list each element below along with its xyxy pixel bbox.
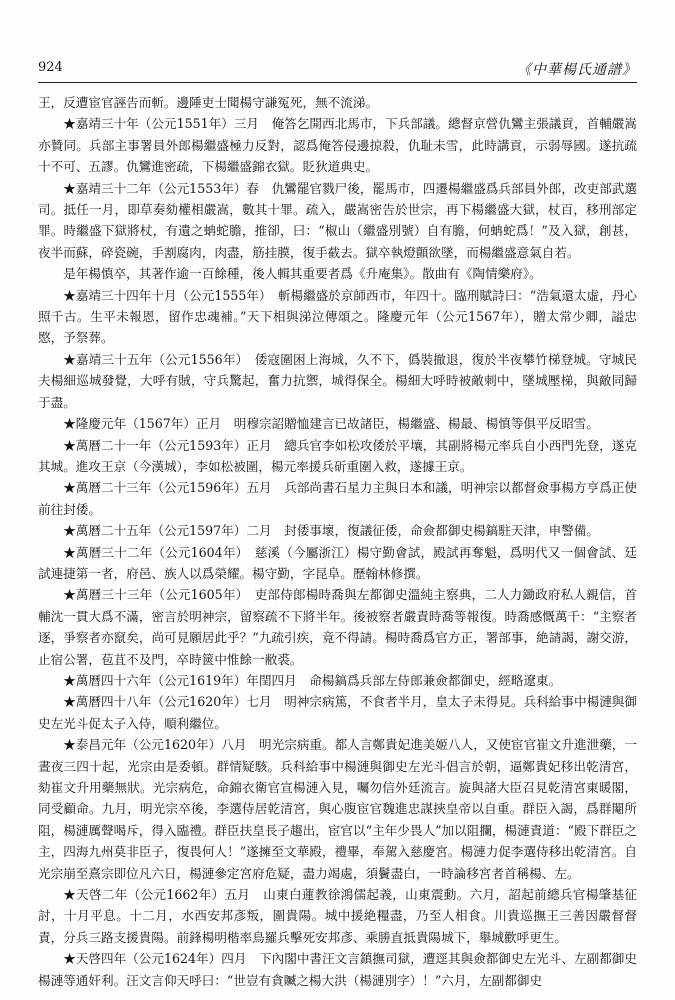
page-header: [38, 60, 637, 82]
paragraph: ★萬曆二十一年（公元1593年）正月 總兵官李如松攻倭於平壤，其副將楊元率兵自小西門先登，遂克其城。進攻王京（今漢城），李如松被圍，楊元率援兵斫重圍入救，遂據王京。: [38, 437, 637, 474]
header-rule: [38, 82, 637, 83]
paragraph: ★嘉靖三十年（公元1551年）三月 俺答乞開西北馬市，下兵部議。總督京營仇鸞主張議貢，首輔嚴嵩亦贊同。兵部主事署員外郎楊繼盛極力反對，認爲俺答侵邊掠殺，仇耻未雪，此時講貢，示弱辱國。遂抗疏十不可、五謬。仇鸞進密疏，下楊繼盛錦衣獄。貶狄道典史。: [38, 116, 637, 175]
paragraph: ★隆慶元年（1567年）正月 明穆宗詔贈恤建言已故諸臣，楊繼盛、楊最、楊慎等俱平反昭雪。: [63, 416, 599, 432]
running-title: 《中華楊氏通譜》: [517, 62, 637, 78]
paragraph: ★萬曆四十六年（公元1619年）年閏四月 命楊鎬爲兵部左侍郎兼僉都御史，經略遼東。: [63, 672, 562, 688]
paragraph: ★萬曆三十二年（公元1604年） 慈溪（今屬浙江）楊守勤會試，殿試再奪魁，爲明代又一個會試、廷試連捷第一者，府邑、族人以爲榮耀。楊守勤，字昆阜。歷翰林修撰。: [38, 544, 637, 581]
body-text: [38, 92, 637, 988]
paragraph: ★萬曆四十八年（公元1620年）七月 明神宗病篤，不食者半月，皇太子未得見。兵科給事中楊漣與御史左光斗促太子入侍，順利繼位。: [38, 694, 637, 731]
paragraph: ★萬曆二十三年（公元1596年）五月 兵部尚書石星力主與日本和議，明神宗以都督僉事楊方亨爲正使前往封倭。: [38, 480, 637, 517]
paragraph: ★天啓二年（公元1662年）五月 山東白蓮教徐鴻儒起義，山東震動。六月，詔起前總兵官楊肇基征討，十月平息。十二月，水西安邦彥叛，圍貴陽。城中援絶糧盡，乃至人相食。川貴巡撫王三善因嚴督督責，分兵三路支援貴陽。前鋒楊明楷率鳥羅兵擊死安邦彥、乘勝直抵貴陽城下，舉城歡呼更生。: [38, 887, 637, 945]
paragraph: 是年楊慎卒，其著作逾一百餘種，後人輯其重要者爲《升庵集》。散曲有《陶情樂府》。: [63, 266, 542, 282]
paragraph: ★嘉靖三十五年（公元1556年） 倭寇圍困上海城，久不下，僞裝撤退，復於半夜攀竹梯登城。守城民夫楊細巡城發覺，大呼有賊，守兵驚起，奮力抗禦，城得保全。楊細大呼時被敵刺中，墜城壓梯，與敵同歸于盡。: [38, 351, 637, 410]
paragraph: ★萬曆三十三年（公元1605年） 吏部侍郎楊時喬與左都御史溫純主察典，二人力鋤政府私人親信，首輔沈一貫大爲不滿，密言於明神宗，留察疏不下將半年。後被察者嚴責時喬等報復。時喬感慨萬千：“主察者逐，爭察者亦竄矣，尚可見願居此乎？”九疏引疾，竟不得請。楊時喬爲官方正，署部事，絶請謁，謝交游，止宿公署，苞苴不及門，卒時篋中惟餘一敝裘。: [38, 587, 637, 667]
paragraph: ★嘉靖三十二年（公元1553年）春 仇鸞罷官戮尸後，罷馬市，四遷楊繼盛爲兵部員外郎，改吏部武選司。抵任一月，即草奏劾權相嚴嵩，數其十罪。疏入，嚴嵩密告於世宗，再下楊繼盛大獄，杖百，移刑部定罪。時繼盛下獄將杖，有遺之蚺蛇膽，推卻，曰：“椒山（繼盛別號）自有膽，何蚺蛇爲！”及入獄，創甚，夜半而蘇，碎瓷碗，手割腐肉，肉盡，筋挂膜，復手截去。獄卒執燈顫欲墜，而楊繼盛意氣自若。: [38, 180, 637, 260]
paragraph: 王，反遭宦官誣告而斬。邊陲吏士聞楊守謙冤死，無不流涕。: [38, 95, 379, 110]
paragraph: ★天啓四年（公元1624年）四月 下內閣中書汪文言鎮撫司獄，遭逕其與僉都御史左光斗、左副都御史楊漣等通奸利。汪文言仰天呼曰：“世豈有貪贓之楊大洪（楊漣別字）！”六月，左副都御史: [38, 951, 637, 988]
paragraph: ★嘉靖三十四年十月（公元1555年） 斬楊繼盛於京師西市，年四十。臨刑賦詩曰：“浩氣還太虛，丹心照千古。生平未報恩，留作忠魂補。”天下相與涕泣傳頌之。隆慶元年（公元1567年），贈太常少卿，謚忠愍，予祭葬。: [38, 287, 637, 346]
paragraph: ★泰昌元年（公元1620年）八月 明光宗病重。都人言鄭貴妃進美姬八人，又使宦官崔文升進泄藥，一晝夜三四十起，光宗由是委頓。群情疑駭。兵科給事中楊漣與御史左光斗倡言於朝，逼鄭貴妃移出乾清宮，劾崔文升用藥無狀。光宗病危，命錦衣衛官宣楊漣入見，囑勿信外廷流言。旋與諸大臣召見乾清宮東暖閣，同受顧命。九月，明光宗卒後，李選侍居乾清宮，與心腹宦官魏進忠謀挾皇帝以自重。群臣入謁，爲群閹所阻，楊漣厲聲喝斥，得入臨禮。群臣扶皇長子趨出，宦官以“主年少畏人”加以阻攔，楊漣責道：“殿下群臣之主，四海九州莫非臣子，復畏何人！”遂擁至文華殿，禮畢，奉駕入慈慶宮。楊漣力促李選侍移出乾清宮。自光宗崩至熹宗即位凡六日，楊漣參定宮府危疑，盡力竭處，須鬢盡白，一時論移宮者首稱楊、左。: [38, 737, 637, 881]
paragraph: ★萬曆二十五年（公元1597年）二月 封倭事壞，復議征倭，命僉都御史楊鎬駐天津，申警備。: [63, 523, 599, 539]
page-number: 924: [38, 60, 63, 75]
